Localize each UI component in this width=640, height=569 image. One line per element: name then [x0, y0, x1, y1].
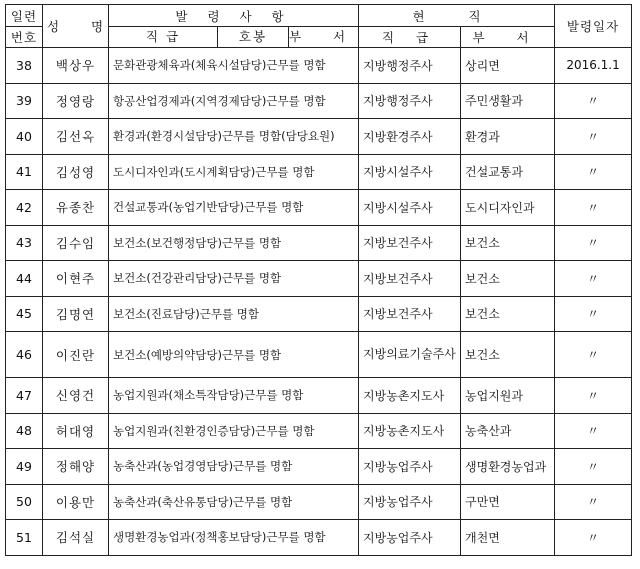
appointment-order: 환경과(환경시설담당)근무를 명함(담당요원)	[109, 119, 359, 155]
current-dept: 농업지원과	[461, 378, 555, 414]
header-serial-top: 일련	[6, 5, 43, 27]
table-row	[6, 48, 632, 84]
current-grade: 지방농촌지도사	[359, 378, 461, 414]
serial-no: 49	[6, 449, 43, 485]
current-dept: 주민생활과	[461, 83, 555, 119]
serial-no: 45	[6, 296, 43, 332]
header-appointment: 발 령 사 항	[109, 5, 359, 27]
person-name: 김수임	[43, 225, 109, 261]
current-dept: 보건소	[461, 296, 555, 332]
current-dept: 농축산과	[461, 413, 555, 449]
person-name: 이진란	[43, 332, 109, 378]
current-grade: 지방농업주사	[359, 449, 461, 485]
appointment-date: 〃	[555, 520, 632, 556]
current-grade: 지방보건주사	[359, 261, 461, 297]
current-grade: 지방보건주사	[359, 296, 461, 332]
appointment-order: 농축산과(축산유통담당)근무를 명함	[109, 484, 359, 520]
serial-no: 42	[6, 190, 43, 226]
table-row	[6, 154, 632, 190]
appointment-order: 보건소(보건행정담당)근무를 명함	[109, 225, 359, 261]
table-row	[6, 190, 632, 226]
appointment-table	[5, 4, 632, 556]
appointment-date: 〃	[555, 119, 632, 155]
person-name: 김선옥	[43, 119, 109, 155]
current-grade: 지방환경주사	[359, 119, 461, 155]
serial-no: 51	[6, 520, 43, 556]
appointment-order: 농업지원과(친환경인증담당)근무를 명함	[109, 413, 359, 449]
person-name: 허대영	[43, 413, 109, 449]
person-name: 유종찬	[43, 190, 109, 226]
table-row	[6, 119, 632, 155]
table-row	[6, 83, 632, 119]
table-row	[6, 378, 632, 414]
current-grade: 지방시설주사	[359, 190, 461, 226]
appointment-date: 〃	[555, 154, 632, 190]
header-serial-bottom: 번호	[6, 27, 43, 48]
serial-no: 50	[6, 484, 43, 520]
header-name: 성 명	[43, 5, 109, 48]
serial-no: 41	[6, 154, 43, 190]
current-dept: 개천면	[461, 520, 555, 556]
header-appt-grade: 직 급	[109, 27, 218, 47]
current-grade: 지방농촌지도사	[359, 413, 461, 449]
person-name: 백상우	[43, 48, 109, 84]
header-cur-dept: 부 서	[461, 27, 555, 48]
appointment-order: 보건소(진료담당)근무를 명함	[109, 296, 359, 332]
serial-no: 44	[6, 261, 43, 297]
current-grade: 지방농업주사	[359, 520, 461, 556]
appointment-order: 보건소(예방의약담당)근무를 명함	[109, 332, 359, 378]
appointment-date: 〃	[555, 190, 632, 226]
appointment-date: 〃	[555, 261, 632, 297]
header-appointment-sub	[109, 27, 359, 48]
serial-no: 38	[6, 48, 43, 84]
person-name: 이용만	[43, 484, 109, 520]
current-dept: 도시디자인과	[461, 190, 555, 226]
appointment-date: 〃	[555, 378, 632, 414]
current-dept: 구만면	[461, 484, 555, 520]
header-appt-dept: 부 서	[289, 29, 360, 44]
appointment-date: 〃	[555, 296, 632, 332]
person-name: 신영건	[43, 378, 109, 414]
table-row	[6, 261, 632, 297]
person-name: 김석실	[43, 520, 109, 556]
current-grade: 지방보건주사	[359, 225, 461, 261]
current-dept: 생명환경농업과	[461, 449, 555, 485]
table-row	[6, 225, 632, 261]
header-cur-grade: 직 급	[359, 27, 461, 48]
header-current: 현 직	[359, 5, 555, 27]
person-name: 김명연	[43, 296, 109, 332]
serial-no: 46	[6, 332, 43, 378]
header-appt-step: 호봉	[218, 27, 289, 47]
appointment-order: 보건소(건강관리담당)근무를 명함	[109, 261, 359, 297]
appointment-date: 2016.1.1	[555, 48, 632, 84]
appointment-order: 도시디자인과(도시계획담당)근무를 명함	[109, 154, 359, 190]
header-date: 발령일자	[555, 5, 632, 48]
appointment-order: 농축산과(농업경영담당)근무를 명함	[109, 449, 359, 485]
person-name: 정해양	[43, 449, 109, 485]
table-row	[6, 296, 632, 332]
serial-no: 48	[6, 413, 43, 449]
appointment-date: 〃	[555, 225, 632, 261]
appointment-order: 문화관광체육과(체육시설담당)근무를 명함	[109, 48, 359, 84]
appointment-date: 〃	[555, 332, 632, 378]
appointment-order: 농업지원과(채소특작담당)근무를 명함	[109, 378, 359, 414]
current-grade: 지방행정주사	[359, 83, 461, 119]
appointment-date: 〃	[555, 484, 632, 520]
table-row	[6, 449, 632, 485]
table-row	[6, 332, 632, 378]
appointment-order: 건설교통과(농업기반담당)근무를 명함	[109, 190, 359, 226]
current-dept: 보건소	[461, 332, 555, 378]
appointment-date: 〃	[555, 449, 632, 485]
appointment-order: 생명환경농업과(정책홍보담당)근무를 명함	[109, 520, 359, 556]
current-dept: 건설교통과	[461, 154, 555, 190]
current-dept: 상리면	[461, 48, 555, 84]
table-row	[6, 520, 632, 556]
person-name: 정영랑	[43, 83, 109, 119]
current-grade: 지방행정주사	[359, 48, 461, 84]
serial-no: 47	[6, 378, 43, 414]
person-name: 이현주	[43, 261, 109, 297]
serial-no: 40	[6, 119, 43, 155]
table-row	[6, 484, 632, 520]
current-dept: 보건소	[461, 261, 555, 297]
serial-no: 43	[6, 225, 43, 261]
appointment-date: 〃	[555, 413, 632, 449]
current-grade: 지방시설주사	[359, 154, 461, 190]
table-row	[6, 413, 632, 449]
person-name: 김성영	[43, 154, 109, 190]
current-grade: 지방의료기술주사	[359, 332, 461, 378]
current-dept: 보건소	[461, 225, 555, 261]
appointment-date: 〃	[555, 83, 632, 119]
current-dept: 환경과	[461, 119, 555, 155]
serial-no: 39	[6, 83, 43, 119]
appointment-order: 항공산업경제과(지역경제담당)근무를 명함	[109, 83, 359, 119]
current-grade: 지방농업주사	[359, 484, 461, 520]
